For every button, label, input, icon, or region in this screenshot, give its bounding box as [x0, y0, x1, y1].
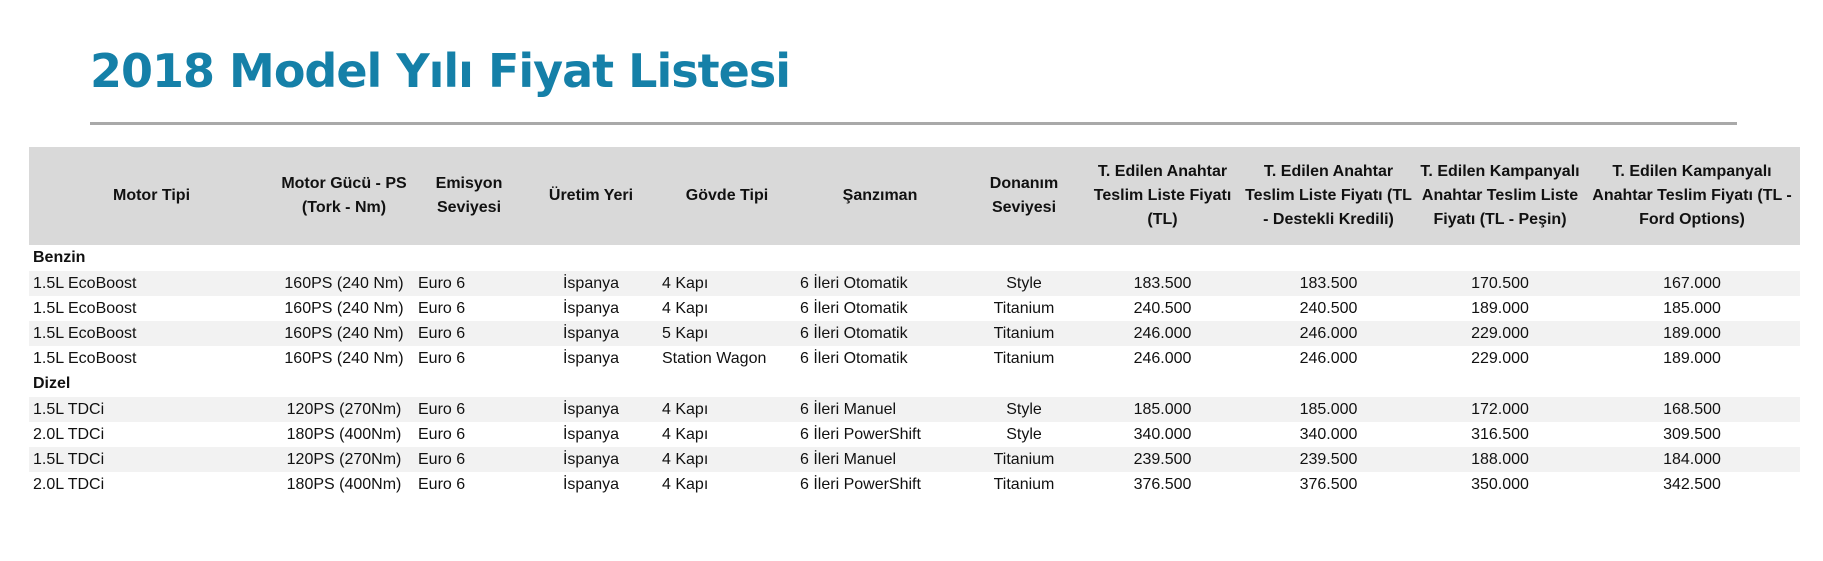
table-body [29, 245, 1800, 497]
header-motor-type: Motor Tipi [112, 187, 191, 204]
emission-cell: Euro 6 [414, 397, 524, 422]
campaign-ford-options-cell: 189.000 [1584, 321, 1800, 346]
production-cell: İspanya [562, 475, 620, 493]
emission-cell: Euro 6 [418, 425, 466, 443]
body-type-cell: 4 Kapı [658, 397, 796, 422]
table-row [29, 422, 1800, 447]
campaign-cash-cell: 229.000 [1416, 321, 1584, 346]
motor-cell: 2.0L TDCi [33, 475, 105, 493]
trim-cell: Style [964, 397, 1084, 422]
campaign-ford-options-cell: 184.000 [1584, 447, 1800, 472]
production-cell: İspanya [562, 425, 620, 443]
production-cell: İspanya [562, 299, 620, 317]
emission-cell: Euro 6 [418, 475, 466, 493]
body-type-cell: 5 Kapı [658, 321, 796, 346]
campaign-ford-options-cell: 342.500 [1663, 475, 1721, 493]
table-header-row [29, 147, 1800, 245]
table-row [29, 447, 1800, 472]
list-price-cell: 246.000 [1084, 321, 1241, 346]
list-price-cell: 240.500 [1133, 299, 1192, 317]
transmission-cell: 6 İleri PowerShift [800, 425, 921, 443]
group-header-row [29, 245, 1800, 271]
header-body: Gövde Tipi [685, 187, 769, 204]
list-price-cell: 185.000 [1084, 397, 1241, 422]
header-emission: Emisyon Seviyesi [435, 175, 503, 216]
header-power: Motor Gücü - PS (Tork - Nm) [281, 175, 407, 216]
header-transmission: Şanzıman [842, 187, 918, 204]
campaign-cash-cell: 172.000 [1416, 397, 1584, 422]
emission-cell: Euro 6 [418, 299, 466, 317]
production-cell: İspanya [524, 321, 658, 346]
transmission-cell: 6 İleri Otomatik [796, 321, 964, 346]
motor-cell: 1.5L EcoBoost [29, 271, 274, 296]
price-list-table [29, 147, 1800, 497]
trim-cell: Style [1006, 425, 1042, 443]
table-row [29, 346, 1800, 371]
header-production: Üretim Yeri [548, 187, 634, 204]
body-type-cell: 4 Kapı [658, 447, 796, 472]
table-row [29, 321, 1800, 346]
motor-cell: 1.5L EcoBoost [29, 321, 274, 346]
list-price-credit-cell: 376.500 [1299, 475, 1358, 493]
list-price-credit-cell: 240.500 [1299, 299, 1358, 317]
trim-cell: Titanium [993, 475, 1055, 493]
campaign-cash-cell: 229.000 [1471, 349, 1529, 367]
power-cell: 120PS (270Nm) [274, 447, 414, 472]
transmission-cell: 6 İleri Otomatik [800, 299, 908, 317]
table-row [29, 397, 1800, 422]
campaign-cash-cell: 170.500 [1416, 271, 1584, 296]
power-cell: 160PS (240 Nm) [274, 271, 414, 296]
group-header-row [29, 371, 1800, 397]
header-campaign-ford-options: T. Edilen Kampanyalı Anahtar Teslim Fiyatı (TL - Ford Options) [1592, 163, 1792, 228]
campaign-cash-cell: 189.000 [1471, 299, 1529, 317]
trim-cell: Style [964, 271, 1084, 296]
emission-cell: Euro 6 [414, 271, 524, 296]
campaign-ford-options-cell: 189.000 [1663, 349, 1721, 367]
list-price-cell: 246.000 [1133, 349, 1192, 367]
header-trim: Donanım Seviyesi [989, 175, 1059, 216]
table-row [29, 472, 1800, 497]
motor-cell: 2.0L TDCi [33, 425, 105, 443]
table-row [29, 271, 1800, 296]
motor-cell: 1.5L TDCi [29, 447, 274, 472]
trim-cell: Titanium [964, 447, 1084, 472]
header-list-price-credit: T. Edilen Anahtar Teslim Liste Fiyatı (TL - Destekli Kredili) [1245, 163, 1412, 228]
emission-cell: Euro 6 [414, 447, 524, 472]
campaign-ford-options-cell: 168.500 [1584, 397, 1800, 422]
body-type-cell: 4 Kapı [658, 271, 796, 296]
power-cell: 160PS (240 Nm) [284, 349, 404, 367]
motor-cell: 1.5L EcoBoost [33, 349, 137, 367]
body-type-cell: 4 Kapı [662, 475, 709, 493]
campaign-ford-options-cell: 185.000 [1663, 299, 1721, 317]
transmission-cell: 6 İleri PowerShift [800, 475, 921, 493]
production-cell: İspanya [524, 447, 658, 472]
list-price-credit-cell: 185.000 [1241, 397, 1416, 422]
header-list-price: T. Edilen Anahtar Teslim Liste Fiyatı (TL) [1093, 163, 1232, 228]
table-row [29, 296, 1800, 321]
list-price-cell: 340.000 [1133, 425, 1192, 443]
trim-cell: Titanium [993, 299, 1055, 317]
emission-cell: Euro 6 [414, 321, 524, 346]
power-cell: 120PS (270Nm) [274, 397, 414, 422]
list-price-credit-cell: 239.500 [1241, 447, 1416, 472]
trim-cell: Titanium [964, 321, 1084, 346]
list-price-credit-cell: 340.000 [1299, 425, 1358, 443]
power-cell: 160PS (240 Nm) [284, 299, 404, 317]
campaign-cash-cell: 350.000 [1471, 475, 1529, 493]
power-cell: 160PS (240 Nm) [274, 321, 414, 346]
list-price-cell: 376.500 [1133, 475, 1192, 493]
list-price-cell: 183.500 [1084, 271, 1241, 296]
campaign-ford-options-cell: 167.000 [1584, 271, 1800, 296]
transmission-cell: 6 İleri Otomatik [796, 271, 964, 296]
body-type-cell: 4 Kapı [662, 425, 709, 443]
transmission-cell: 6 İleri Manuel [796, 447, 964, 472]
power-cell: 180PS (400Nm) [286, 425, 402, 443]
list-price-credit-cell: 246.000 [1299, 349, 1358, 367]
campaign-cash-cell: 316.500 [1471, 425, 1529, 443]
list-price-cell: 239.500 [1084, 447, 1241, 472]
group-label: Dizel [33, 375, 71, 392]
title-divider [90, 122, 1737, 125]
list-price-credit-cell: 183.500 [1241, 271, 1416, 296]
body-type-cell: Station Wagon [662, 349, 767, 367]
header-campaign-cash: T. Edilen Kampanyalı Anahtar Teslim Liste Fiyatı (TL - Peşin) [1420, 163, 1580, 228]
trim-cell: Titanium [993, 349, 1055, 367]
campaign-ford-options-cell: 309.500 [1663, 425, 1721, 443]
motor-cell: 1.5L EcoBoost [33, 299, 137, 317]
power-cell: 180PS (400Nm) [286, 475, 402, 493]
transmission-cell: 6 İleri Manuel [796, 397, 964, 422]
group-label: Benzin [33, 249, 86, 266]
emission-cell: Euro 6 [418, 349, 466, 367]
transmission-cell: 6 İleri Otomatik [800, 349, 908, 367]
motor-cell: 1.5L TDCi [29, 397, 274, 422]
page-title: 2018 Model Yılı Fiyat Listesi [90, 44, 790, 98]
campaign-cash-cell: 188.000 [1416, 447, 1584, 472]
production-cell: İspanya [524, 271, 658, 296]
list-price-credit-cell: 246.000 [1241, 321, 1416, 346]
production-cell: İspanya [524, 397, 658, 422]
body-type-cell: 4 Kapı [662, 299, 709, 317]
production-cell: İspanya [562, 349, 620, 367]
